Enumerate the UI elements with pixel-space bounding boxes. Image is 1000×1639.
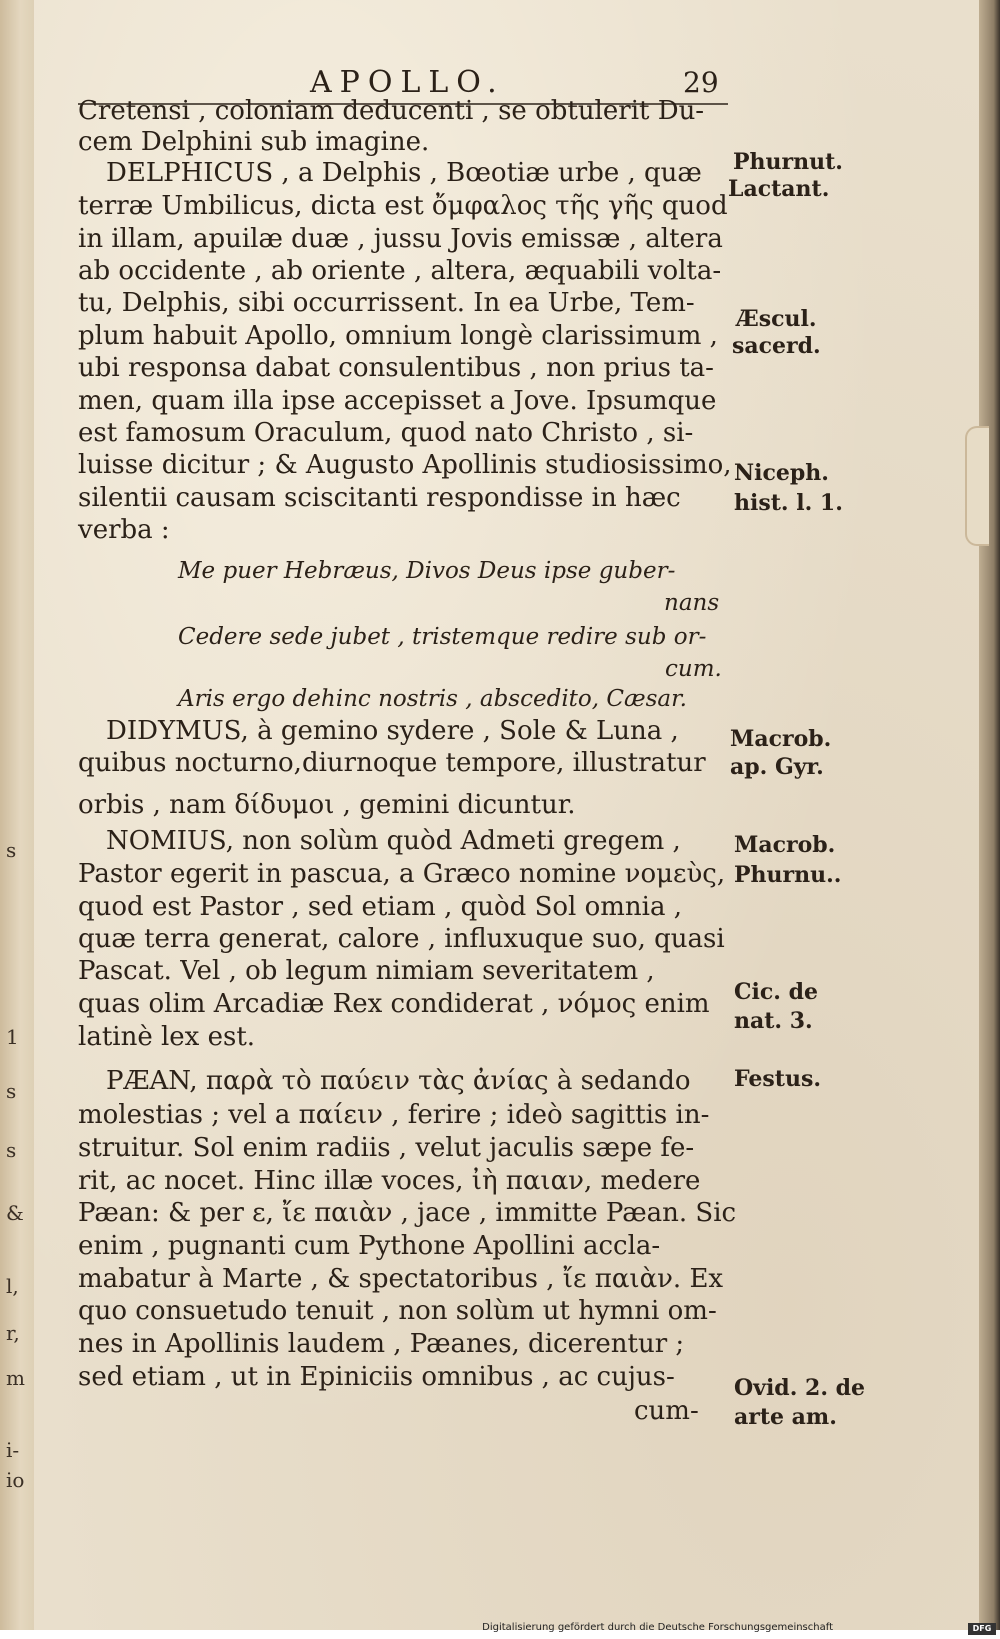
margin-note: Phurnu..: [734, 862, 842, 888]
text-line: nes in Apollinis laudem , Pæanes, dicerentur ;: [78, 1329, 685, 1359]
text-line: DELPHICUS , a Delphis , Bœotiæ urbe , quæ: [106, 158, 702, 188]
text-line: Pascat. Vel , ob legum nimiam severitatem ,: [78, 956, 655, 986]
verse-line: cum.: [665, 656, 722, 682]
text-line: sed etiam , ut in Epiniciis omnibus , ac cujus-: [78, 1362, 675, 1392]
text-line: in illam, apuilæ duæ , jussu Jovis emissæ , altera: [78, 224, 723, 254]
margin-note: Niceph.: [734, 460, 829, 486]
text-line: cem Delphini sub imagine.: [78, 127, 430, 157]
running-head: APOLLO.: [310, 65, 505, 100]
margin-note: hist. l. 1.: [734, 490, 843, 516]
text-line: silentii causam sciscitanti respondisse in hæc: [78, 483, 681, 513]
text-line: orbis , nam δίδυμοι , gemini dicuntur.: [78, 790, 576, 820]
text-line: enim , pugnanti cum Pythone Apollini accla-: [78, 1231, 661, 1261]
page-number: 29: [683, 66, 719, 99]
text-line: latinè lex est.: [78, 1022, 256, 1052]
margin-note: Macrob.: [734, 832, 836, 858]
margin-note: Phurnut.: [733, 149, 843, 175]
text-line: rit, ac nocet. Hinc illæ voces, ἰὴ παιαν, medere: [78, 1166, 701, 1196]
text-line: quod est Pastor , sed etiam , quòd Sol omnia ,: [78, 892, 683, 922]
margin-note: arte am.: [734, 1404, 837, 1430]
text-line: mabatur à Marte , & spectatoribus , ἴε παιὰν. Ex: [78, 1264, 724, 1294]
facing-page-fragment: r,: [6, 1321, 20, 1345]
text-line: Pastor egerit in pascua, a Græco nomine νομεὺς,: [78, 859, 726, 889]
text-line: Cretensi , coloniam deducenti , se obtulerit Du-: [78, 96, 705, 126]
digitization-credit-text: Digitalisierung gefördert durch die Deutsche Forschungsgemeinschaft: [482, 1622, 833, 1633]
text-line: quibus nocturno,diurnoque tempore, illustratur: [78, 748, 706, 778]
text-line: est famosum Oraculum, quod nato Christo , si-: [78, 418, 694, 448]
page-tab-marker: [965, 426, 989, 546]
text-line: luisse dicitur ; & Augusto Apollinis studiosissimo,: [78, 450, 732, 480]
facing-page-fragment: s: [6, 838, 17, 862]
verse-line: nans: [664, 590, 720, 616]
facing-page-fragment: &: [6, 1201, 24, 1225]
dfg-logo: DFG: [968, 1623, 996, 1635]
text-line: verba :: [78, 515, 170, 545]
facing-page-fragment: 1: [6, 1025, 19, 1049]
margin-note: nat. 3.: [734, 1008, 813, 1034]
margin-note: ap. Gyr.: [730, 754, 824, 780]
margin-note: Festus.: [734, 1066, 822, 1092]
verse-line: Aris ergo dehinc nostris , abscedito, Cæsar.: [178, 686, 687, 712]
facing-page-fragment: s: [6, 1079, 17, 1103]
facing-page-fragment: l,: [6, 1274, 19, 1298]
right-book-edge: [979, 0, 1000, 1630]
margin-note: Lactant.: [728, 176, 830, 202]
text-line: ab occidente , ab oriente , altera, æquabili volta-: [78, 256, 722, 286]
text-line: quas olim Arcadiæ Rex condiderat , νόμος enim: [78, 989, 710, 1019]
text-line: quo consuetudo tenuit , non solùm ut hymni om-: [78, 1296, 717, 1326]
margin-note: sacerd.: [732, 333, 821, 359]
text-line: ubi responsa dabat consulentibus , non prius ta-: [78, 353, 714, 383]
text-line: struitur. Sol enim radiis , velut jaculis sæpe fe-: [78, 1133, 695, 1163]
margin-note: Ovid. 2. de: [734, 1375, 866, 1401]
text-line: plum habuit Apollo, omnium longè clarissimum ,: [78, 321, 718, 351]
text-line: NOMIUS, non solùm quòd Admeti gregem ,: [106, 826, 681, 856]
verse-line: Me puer Hebræus, Divos Deus ipse guber-: [178, 558, 676, 584]
text-line: cum-: [634, 1396, 699, 1426]
margin-note: Macrob.: [730, 726, 832, 752]
verse-line: Cedere sede jubet , tristemque redire sub or-: [178, 624, 707, 650]
text-line: DIDYMUS, à gemino sydere , Sole & Luna ,: [106, 716, 679, 746]
margin-note: Cic. de: [734, 979, 818, 1005]
text-line: terræ Umbilicus, dicta est ὄμφαλος τῆς γῆς quod: [78, 191, 728, 221]
facing-page-fragment: i-: [6, 1438, 20, 1462]
facing-page-fragment: s: [6, 1138, 17, 1162]
facing-page-fragment: m: [6, 1366, 25, 1390]
facing-page-fragment: io: [6, 1468, 25, 1492]
text-line: men, quam illa ipse accepisset a Jove. Ipsumque: [78, 386, 717, 416]
text-line: molestias ; vel a παίειν , ferire ; ideò sagittis in-: [78, 1100, 710, 1130]
margin-note: Æscul.: [736, 306, 817, 332]
text-line: quæ terra generat, calore , influxuque suo, quasi: [78, 924, 725, 954]
text-line: PÆAN, παρὰ τὸ παύειν τὰς ἀνίας à sedando: [106, 1066, 691, 1096]
text-line: tu, Delphis, sibi occurrissent. In ea Urbe, Tem-: [78, 288, 695, 318]
text-line: Pæan: & per ε, ἴε παιὰν , jace , immitte Pæan. Sic: [78, 1198, 737, 1228]
